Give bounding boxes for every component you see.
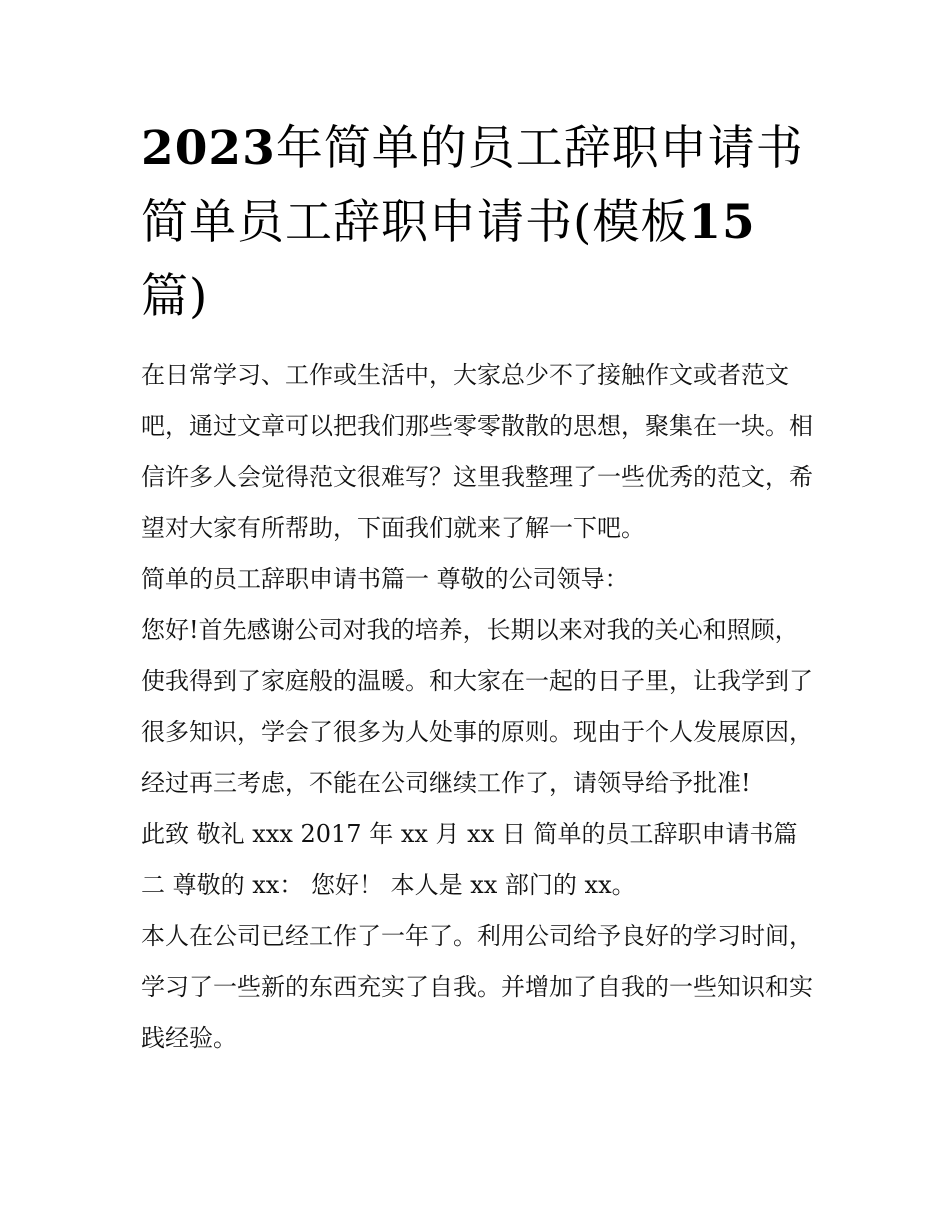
paragraph-intro: 在日常学习、工作或生活中，大家总少不了接触作文或者范文吧，通过文章可以把我们那些零零散散的思想，聚集在一块。相信许多人会觉得范文很难写？这里我整理了一些优秀的范文，希望对大家有所帮助，下面我们就来了解一下吧。	[141, 361, 813, 542]
document-content	[141, 112, 821, 1064]
title-year: 2023	[141, 121, 276, 176]
document-title	[141, 112, 821, 334]
document-body	[141, 350, 821, 1064]
title-line2-text: 简单员工辞职申请书(模板	[141, 195, 689, 250]
title-count: 15	[688, 195, 756, 250]
paragraph-closing-and-heading-two: 此致 敬礼 xxx 2017 年 xx 月 xx 日 简单的员工辞职申请书篇二 尊敬的 xx： 您好！ 本人是 xx 部门的 xx。	[141, 820, 798, 899]
paragraph-letter-two: 本人在公司已经工作了一年了。利用公司给予良好的学习时间，学习了一些新的东西充实了自我。并增加了自我的一些知识和实践经验。	[141, 922, 813, 1052]
paragraph-letter-one: 您好!首先感谢公司对我的培养，长期以来对我的关心和照顾，使我得到了家庭般的温暖。和大家在一起的日子里，让我学到了很多知识，学会了很多为人处事的原则。现由于个人发展原因，经过再三考虑，不能在公司继续工作了，请领导给予批准!	[141, 616, 813, 797]
title-line1-rest: 年简单的员工辞职申请书	[275, 121, 804, 176]
title-line3: 篇)	[141, 269, 209, 324]
paragraph-heading-one: 简单的员工辞职申请书篇一 尊敬的公司领导：	[141, 565, 629, 593]
